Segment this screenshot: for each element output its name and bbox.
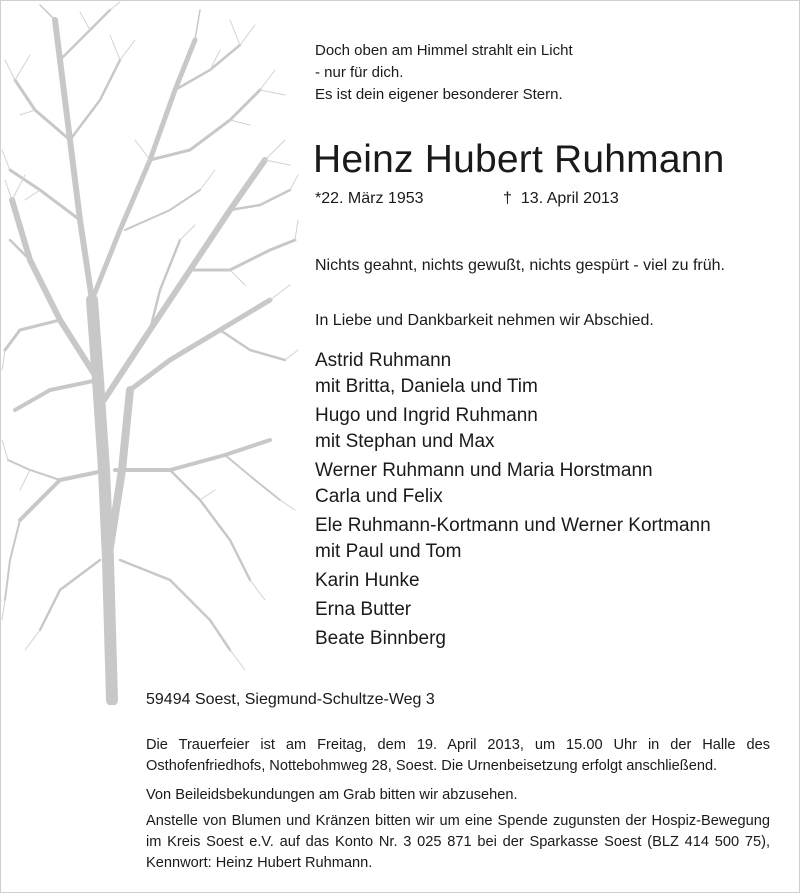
mourner-family: mit Paul und Tom: [315, 541, 462, 562]
mourner-name: Astrid Ruhmann: [315, 350, 452, 371]
mourner-name: Erna Butter: [315, 599, 412, 620]
poem-line: Doch oben am Himmel strahlt ein Licht: [315, 42, 573, 59]
birth-date: *22. März 1953: [315, 190, 424, 207]
cross-icon: †: [503, 190, 512, 207]
funeral-service-note: Die Trauerfeier ist am Freitag, dem 19. April 2013, um 15.00 Uhr in der Halle des Osthofenfriedhofs, Nottebohmweg 28, Soest. Die Urnenbeisetzung erfolgt anschließend.: [146, 737, 770, 774]
mourner-family: mit Stephan und Max: [315, 431, 495, 452]
mourner-entry: [315, 403, 711, 455]
condolence-note: Von Beileidsbekundungen am Grab bitten wir abzusehen.: [146, 787, 518, 803]
mourner-family: Carla und Felix: [315, 486, 443, 507]
mourner-name: Werner Ruhmann und Maria Horstmann: [315, 460, 653, 481]
mourners-list: [315, 348, 711, 655]
bare-tree-illustration: [0, 0, 300, 705]
mourner-name: Hugo und Ingrid Ruhmann: [315, 405, 538, 426]
donation-note: Anstelle von Blumen und Kränzen bitten wir um eine Spende zugunsten der Hospiz-Bewegung im Kreis Soest e.V. auf das Konto Nr. 3 025 871 bei der Sparkasse Soest (BLZ 414 500 75), Kennwort: Heinz Hubert Ruhmann.: [146, 813, 770, 871]
deceased-name: Heinz Hubert Ruhmann: [313, 138, 725, 181]
mourner-entry: [315, 458, 711, 510]
mourner-name: Ele Ruhmann-Kortmann und Werner Kortmann: [315, 515, 711, 536]
family-address: 59494 Soest, Siegmund-Schultze-Weg 3: [146, 691, 435, 708]
mourner-entry: [315, 597, 711, 623]
motto-text: Nichts geahnt, nichts gewußt, nichts gespürt - viel zu früh.: [315, 257, 725, 274]
mourner-entry: [315, 626, 711, 652]
poem-line: - nur für dich.: [315, 64, 404, 81]
poem-verse: [315, 40, 573, 106]
mourner-entry: [315, 513, 711, 565]
mourner-entry: [315, 568, 711, 594]
death-date-line: [503, 190, 619, 208]
mourner-name: Beate Binnberg: [315, 628, 446, 649]
mourner-entry: [315, 348, 711, 400]
mourner-name: Karin Hunke: [315, 570, 420, 591]
farewell-text: In Liebe und Dankbarkeit nehmen wir Abschied.: [315, 312, 654, 329]
death-date: 13. April 2013: [520, 190, 619, 207]
mourner-family: mit Britta, Daniela und Tim: [315, 376, 538, 397]
poem-line: Es ist dein eigener besonderer Stern.: [315, 86, 563, 103]
